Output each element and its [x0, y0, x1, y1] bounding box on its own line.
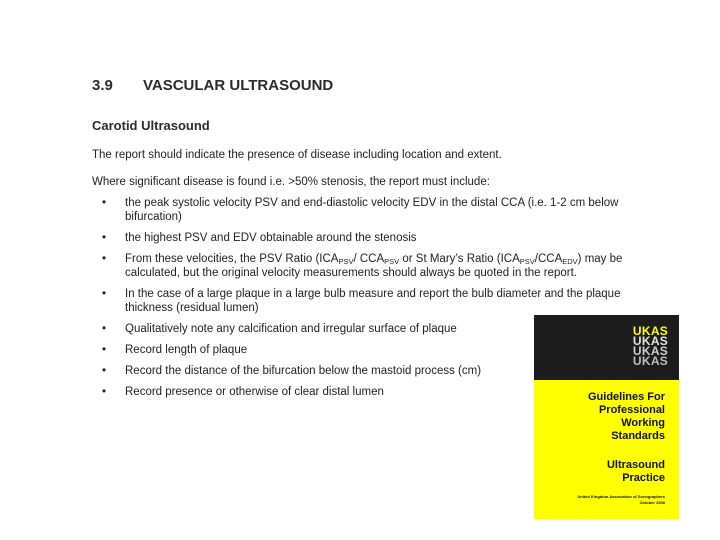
cover-subtitle: Ultrasound Practice [606, 459, 665, 484]
list-item [92, 196, 652, 224]
list-item [92, 385, 533, 399]
bullet-marker: • [102, 365, 107, 377]
list-item [92, 364, 533, 378]
cover-title: Guidelines For Professional Working Standards [587, 391, 665, 442]
cover-publisher: United Kingdom Association of Sonographers October 2008 [577, 494, 665, 505]
section-heading [92, 77, 333, 94]
bullet-marker: • [102, 288, 107, 300]
section-title: VASCULAR ULTRASOUND [143, 77, 334, 94]
list-item-text: the peak systolic velocity PSV and end-diastolic velocity EDV in the distal CCA (i.e. 1-2 cm below bifurcation) [125, 197, 619, 223]
list-item [92, 322, 533, 336]
guidelines-cover-image [534, 315, 679, 519]
section-number: 3.9 [92, 77, 113, 94]
bullet-marker: • [102, 323, 107, 335]
bullet-marker: • [102, 232, 107, 244]
bullet-marker: • [102, 344, 107, 356]
list-item-text: From these velocities, the PSV Ratio ($ICA_{PSV}/$ $CCA_{PSV}$ or St Mary’s Ratio $(ICA_{PSV}/CCA_{EDV})$ may be calculated, but the original velocity measurements should always be quoted in the report. [125, 253, 623, 279]
bullet-marker: • [102, 386, 107, 398]
intro-paragraph: The report should indicate the presence of disease including location and extent. [92, 149, 502, 161]
list-item [92, 252, 652, 280]
list-item [92, 343, 533, 357]
list-item-text: Record presence or otherwise of clear distal lumen [125, 386, 384, 398]
list-item-text: Qualitatively note any calcification and irregular surface of plaque [125, 323, 457, 335]
list-item [92, 287, 652, 315]
bullet-marker: • [102, 253, 107, 265]
ukas-logo: UKAS UKAS UKAS UKAS [632, 324, 669, 368]
subsection-title: Carotid Ultrasound [92, 118, 210, 133]
bullet-marker: • [102, 197, 107, 209]
list-item [92, 231, 652, 245]
lead-paragraph: Where significant disease is found i.e. >50% stenosis, the report must include: [92, 176, 490, 188]
list-item-text: In the case of a large plaque in a large bulb measure and report the bulb diameter and the plaque thickness (residual lumen) [125, 288, 621, 314]
list-item-text: Record length of plaque [125, 344, 248, 356]
list-item-text: Record the distance of the bifurcation below the mastoid process (cm) [125, 365, 482, 377]
list-item-text: the highest PSV and EDV obtainable around the stenosis [125, 232, 417, 244]
